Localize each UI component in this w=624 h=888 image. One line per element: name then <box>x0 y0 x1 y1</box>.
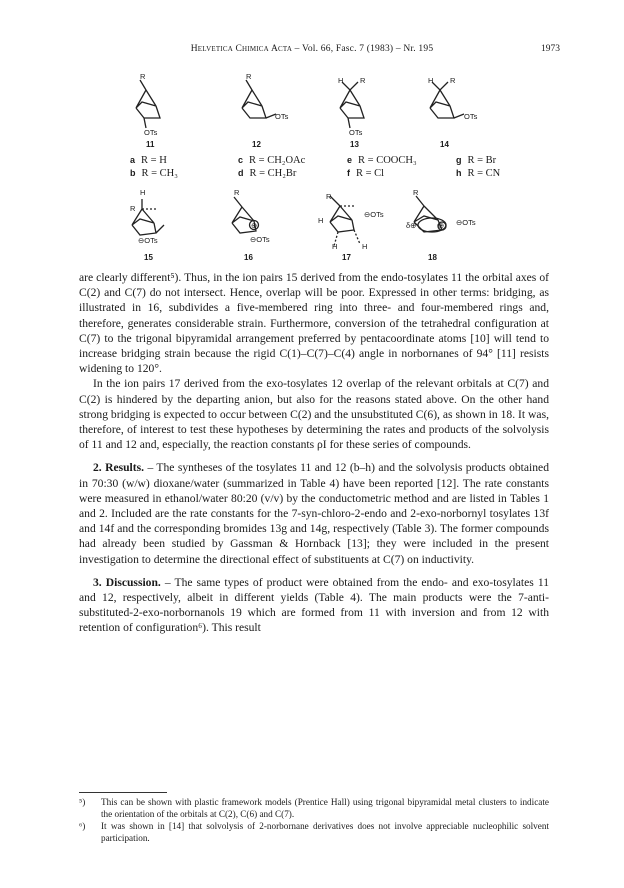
substituent-column-4 <box>456 154 500 180</box>
substituent-f: f R = Cl <box>347 168 385 179</box>
label-cation: ⊕ <box>251 221 258 230</box>
compound-number: 12 <box>252 140 261 149</box>
structures-figure <box>70 60 560 265</box>
paragraph: are clearly different⁵). Thus, in the ion pairs 15 derived from the endo-tosylates 11 the orbital axes of C(2) and C(7) do not intersect. Hence, overlap will be poor. Expressed in other terms: bridging, as illustrated in 16, subdivides a five-membered ring into three- and four-membered rings and, therefore, generates considerable strain. Furthermore, conversion of the tetrahedral configuration at C(7) to the trigonal bipyramidal arrangement preferred by pentacoordinate atoms [10] will tend to increase bridging strain because the rigid C(1)–C(7)–C(4) angle in norbornanes of 94° [11] resists widening to 120°. <box>79 271 549 376</box>
section-text: – The same types of product were obtained from the endo- and exo-tosylates 11 and 12, respectively, albeit in different yields (Table 4). The main products were the 7-anti-substituted-2-exo-norbornanols 19 which are formed from 11 with inversion and from 12 with retention of configuration⁶). This result <box>79 575 549 635</box>
label-H: H <box>362 242 368 251</box>
footnote-mark: ⁶) <box>79 821 86 831</box>
label-OTs: OTs <box>464 112 478 121</box>
section-discussion <box>79 575 549 636</box>
footnotes <box>79 797 549 845</box>
compound-number: 15 <box>144 253 153 262</box>
substituent-column-3 <box>347 154 417 180</box>
compound-number: 16 <box>244 253 253 262</box>
footnote <box>79 797 549 820</box>
label-R: R <box>246 72 252 81</box>
compound-number: 13 <box>350 140 359 149</box>
footnote <box>79 821 549 844</box>
substituent-b: b R = CH₃ <box>130 168 178 179</box>
substituent-a: a R = H <box>130 155 167 166</box>
label-R: R <box>360 76 366 85</box>
structure-14 <box>430 82 464 118</box>
label-R: R <box>326 192 332 201</box>
body-text <box>79 270 549 636</box>
substituent-column-2 <box>238 154 305 180</box>
substituent-e: e R = COOCH₃ <box>347 155 417 166</box>
label-R: R <box>130 204 136 213</box>
label-R: R <box>140 72 146 81</box>
compound-number: 18 <box>428 253 437 262</box>
structure-13 <box>340 82 364 128</box>
label-anion-OTs: ⊖OTs <box>364 210 384 219</box>
label-R: R <box>234 188 240 197</box>
substituent-h: h R = CN <box>456 168 501 179</box>
substituent-column-1 <box>130 154 178 180</box>
footnote-text: This can be shown with plastic framework models (Prentice Hall) using trigonal bipyramidal metal clusters to indicate the orientation of the orbitals at C(2), C(6) and C(7). <box>101 797 549 819</box>
substituent-d: d R = CH₂Br <box>238 168 297 179</box>
label-H: H <box>318 216 324 225</box>
label-anion-OTs: ⊖OTs <box>138 236 158 245</box>
page-number: 1973 <box>541 44 560 54</box>
footnote-text: It was shown in [14] that solvolysis of 2-norbornane derivatives does not involve appreciable nucleophilic solvent participation. <box>101 821 549 843</box>
section-heading: 2. Results. <box>93 461 145 475</box>
label-R: R <box>450 76 456 85</box>
substituent-c: c R = CH₂OAc <box>238 155 306 166</box>
paragraph: In the ion pairs 17 derived from the exo-tosylates 12 overlap of the relevant orbitals at C(7) and C(2) is hindered by the departing anion, but also for the reasons stated above. On the other hand strong bridging is expected to occur between C(2) and the unsubstituted C(6), as shown in 18. It was, therefore, of interest to test these hypotheses by determining the rates and products of the solvolysis of 11 and 12 and, especially, the reaction constants ρI for these series of compounds. <box>79 377 549 452</box>
label-anion-OTs: ⊖OTs <box>456 218 476 227</box>
section-text: – The syntheses of the tosylates 11 and 12 (b–h) and the solvolysis products obtained in 70:30 (w/w) dioxane/water (summarized in Table 4) have been reported [12]. The rate constants were measured in ethanol/water 80:20 (v/v) by the conductometric method and are listed in Tables 1 and 2. Included are the rate constants for the 7-syn-chloro-2-endo and 2-exo-norbornyl tosylates 13f and 14f and the corresponding bromides 13g and 14g, respectively (Table 3). The former compounds had already been studied by Gassman & Hornback [13]; they were included in the present investigation to determine the directional effect of substituents at C(7) on inductivity. <box>79 461 549 566</box>
label-H: H <box>140 188 146 197</box>
compound-number: 14 <box>440 140 449 149</box>
structure-11 <box>136 80 160 128</box>
running-header <box>0 44 624 60</box>
structure-12 <box>242 80 276 118</box>
label-H: H <box>332 242 338 251</box>
label-H: H <box>428 76 434 85</box>
label-H: H <box>338 76 344 85</box>
section-results <box>79 460 549 566</box>
label-R: R <box>413 188 419 197</box>
substituent-g: g R = Br <box>456 155 497 166</box>
label-cation: ⊕ <box>438 221 445 230</box>
section-heading: 3. Discussion. <box>93 575 161 589</box>
compound-number: 17 <box>342 253 351 262</box>
label-delta-plus: δ⊕ <box>406 221 417 230</box>
journal-issue: – Vol. 66, Fasc. 7 (1983) – Nr. 195 <box>294 44 434 54</box>
label-OTs: OTs <box>349 128 363 137</box>
structure-17 <box>330 196 360 246</box>
journal-line <box>0 44 624 54</box>
label-OTs: OTs <box>144 128 158 137</box>
label-OTs: OTs <box>275 112 289 121</box>
footnote-mark: ⁵) <box>79 797 86 807</box>
compound-number: 11 <box>146 140 155 149</box>
structure-15 <box>132 199 164 235</box>
label-anion-OTs: ⊖OTs <box>250 235 270 244</box>
journal-name: Helvetica Chimica Acta <box>190 44 293 54</box>
footnote-rule <box>79 792 167 793</box>
